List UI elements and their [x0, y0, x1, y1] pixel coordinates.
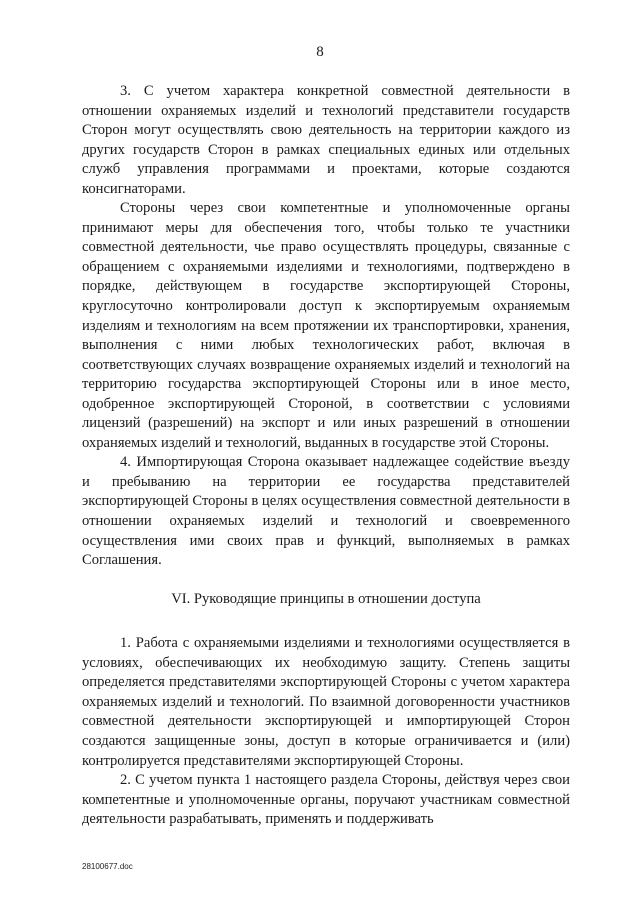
paragraph-3: 3. С учетом характера конкретной совместной деятельности в отношении охраняемых изделий и технологий представители государств Сторон могут осуществлять свою деятельность на территории каждого из других государств Сторон в рамках специальных единых или отдельных служб управления программами и проектами, которые создаются консигнаторами. — [82, 83, 570, 197]
paragraph-4: 4. Импортирующая Сторона оказывает надлежащее содействие въезду и пребыванию на территории ее государства представителей экспортирующей Стороны в целях осуществления совместной деятельности в отношении охраняемых изделий и технологий и своевременного осуществления ими своих прав и функций, выполняемых в рамках Соглашения. — [82, 454, 570, 569]
document-body — [82, 82, 570, 830]
section-heading: VI. Руководящие принципы в отношении доступа — [171, 590, 481, 607]
paragraph-vi-2: 2. С учетом пункта 1 настоящего раздела Стороны, действуя через свои компетентные и уполномоченные органы, поручают участникам совместной деятельности разрабатывать, применять и поддерживать — [82, 772, 570, 828]
document-filename: 28100677.doc — [82, 862, 133, 871]
page-number: 8 — [316, 44, 324, 60]
paragraph-vi-1: 1. Работа с охраняемыми изделиями и технологиями осуществляется в условиях, обеспечивающих их необходимую защиту. Степень защиты определяется представителями экспортирующей Стороны с учетом характера охраняемых изделий и технологий. По взаимной договоренности участников совместной деятельности экспортирующей и импортирующей Сторон создаются защищенные зоны, доступ в которые ограничивается и (или) контролируется представителями экспортирующей Стороны. — [82, 635, 570, 769]
paragraph-parties-measures: Стороны через свои компетентные и уполномоченные органы принимают меры для обеспечения того, чтобы только те участники совместной деятельности, чье право осуществлять процедуры, связанные с обращением с охраняемыми изделиями и технологиями, подтверждено в порядке, действующем в государстве экспортирующей Стороны, круглосуточно контролировали доступ к экспортируемым охраняемым изделиям и технологиям на всем протяжении их транспортировки, хранения, выполнения с ними любых технологических работ, включая в соответствующих случаях возвращение охраняемых изделий и технологий на территорию государства экспортирующей Стороны или в иное место, одобренное экспортирующей Стороной, в соответствии с условиями лицензий (разрешений) на экспорт и или иных разрешений в отношении охраняемых изделий и технологий, выданных в государстве этой Стороны. — [82, 200, 570, 451]
